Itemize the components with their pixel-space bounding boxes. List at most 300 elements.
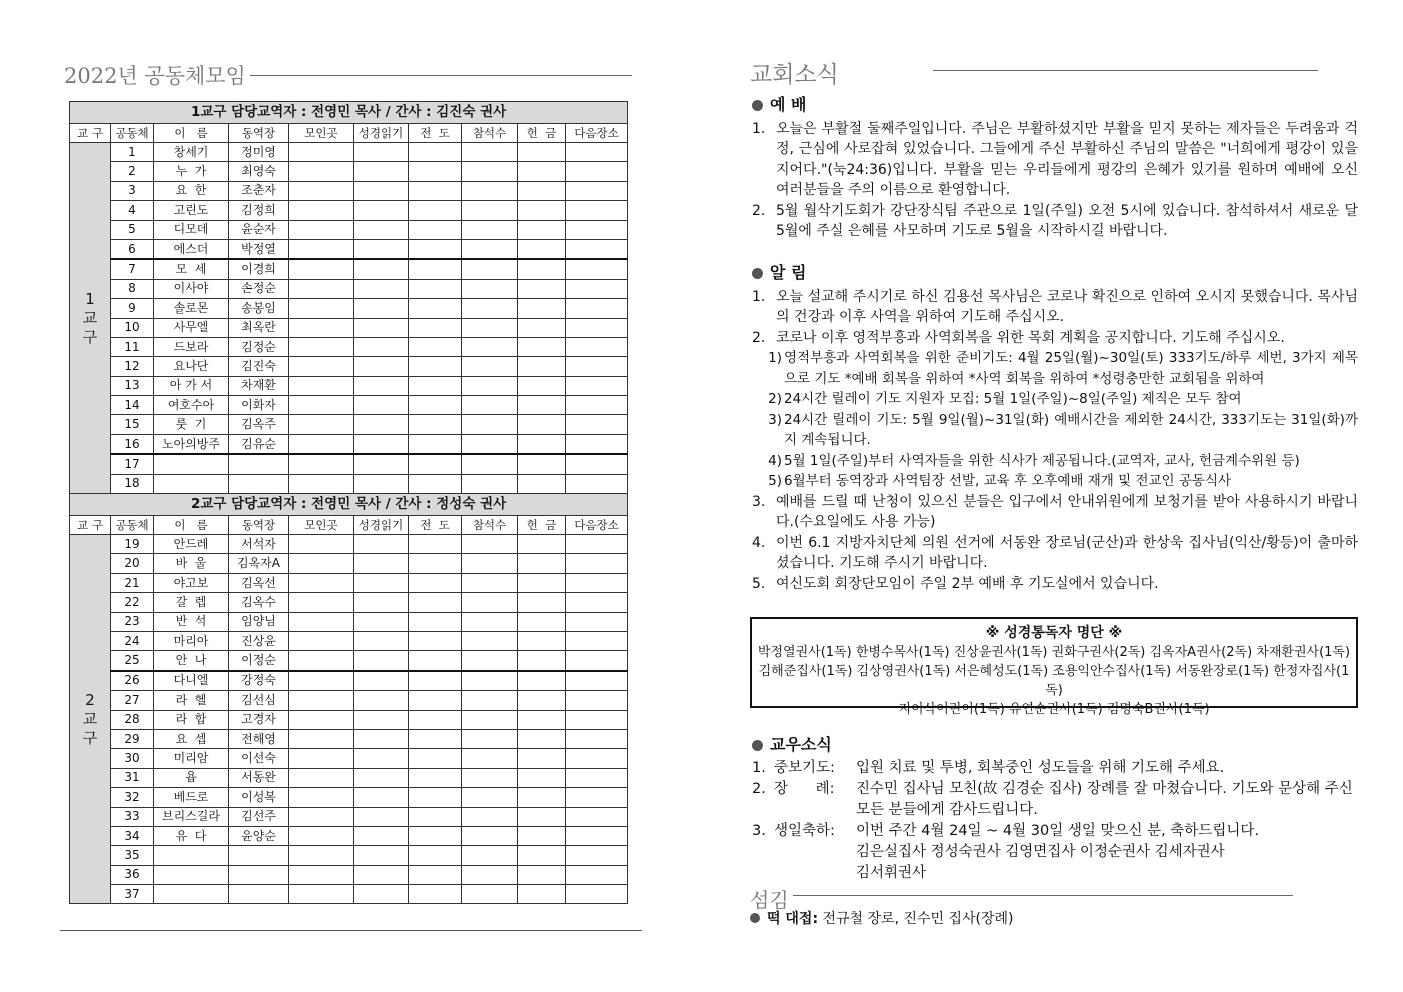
empty-cell (518, 807, 566, 826)
empty-cell (289, 729, 354, 748)
empty-cell (289, 434, 354, 454)
list-item: 3. 생일축하: 이번 주간 4월 24일 ~ 4월 30일 생일 맞으신 분, 축하드립니다. 김은실집사 정성숙권사 김영면집사 이정순권사 김세자권사 김서휘권사 (752, 822, 1259, 881)
community-roster-table (69, 101, 628, 904)
empty-cell (289, 259, 354, 279)
empty-cell (354, 788, 409, 807)
column-header-row (70, 124, 628, 143)
community-number: 19 (111, 535, 154, 554)
leader-name: 김진숙 (229, 357, 289, 376)
empty-cell (462, 846, 518, 865)
empty-cell (409, 651, 462, 671)
empty-cell (354, 710, 409, 729)
empty-cell (354, 143, 409, 162)
bible-line: 박정열권사(1독) 한병수목사(1독) 진상윤권사(1독) 권화구권사(2독) 김옥자A권사(2독) 차재환권사(1독) (757, 645, 1351, 660)
column-header: 전 도 (409, 516, 462, 535)
community-name: 안 나 (154, 651, 229, 671)
list-item: 4. 이번 6.1 지방자치단체 의원 선거에 서동완 장로님(군산)과 한상욱 집사님(익산/황등)이 출마하셨습니다. 기도해 주시기 바랍니다. (752, 534, 1358, 571)
community-number: 30 (111, 749, 154, 768)
community-number: 13 (111, 376, 154, 395)
empty-cell (462, 691, 518, 710)
empty-cell (462, 415, 518, 434)
empty-cell (354, 239, 409, 259)
empty-cell (409, 434, 462, 454)
leader-name: 이선숙 (229, 749, 289, 768)
empty-cell (566, 885, 628, 904)
list-item: 2. 장 례: 진수민 집사님 모친(故 김경순 집사) 장례를 잘 마쳤습니다. 기도와 문상해 주신 모든 분들에게 감사드립니다. (752, 780, 1353, 818)
list-item: 5. 여신도회 회장단모임이 주일 2부 예배 후 기도실에서 있습니다. (752, 575, 1159, 592)
empty-cell (354, 259, 409, 279)
community-number: 33 (111, 807, 154, 826)
column-header: 이 름 (154, 124, 229, 143)
table-row (70, 201, 628, 220)
leader-name: 고경자 (229, 710, 289, 729)
leader-name: 김선주 (229, 807, 289, 826)
community-name: 라 헬 (154, 691, 229, 710)
community-number: 25 (111, 651, 154, 671)
column-header: 참석수 (462, 124, 518, 143)
empty-cell (518, 846, 566, 865)
empty-cell (566, 729, 628, 748)
empty-cell (409, 710, 462, 729)
table-row (70, 710, 628, 729)
empty-cell (566, 318, 628, 337)
empty-cell (518, 357, 566, 376)
empty-cell (289, 181, 354, 200)
column-header-row (70, 516, 628, 535)
empty-cell (462, 357, 518, 376)
community-name (154, 885, 229, 904)
empty-cell (289, 826, 354, 845)
empty-cell (566, 181, 628, 200)
community-number: 23 (111, 612, 154, 631)
empty-cell (566, 651, 628, 671)
leader-name: 최영숙 (229, 162, 289, 181)
serving-text: 전규철 장로, 진수민 집사(장례) (818, 911, 1014, 927)
community-name: 사무엘 (154, 318, 229, 337)
column-header: 헌 금 (518, 124, 566, 143)
empty-cell (354, 279, 409, 298)
empty-cell (518, 220, 566, 239)
community-number: 28 (111, 710, 154, 729)
table-row (70, 554, 628, 573)
empty-cell (518, 454, 566, 474)
empty-cell (462, 631, 518, 650)
table-row (70, 357, 628, 376)
empty-cell (354, 807, 409, 826)
empty-cell (289, 535, 354, 554)
empty-cell (566, 710, 628, 729)
empty-cell (566, 143, 628, 162)
empty-cell (518, 376, 566, 395)
empty-cell (462, 826, 518, 845)
community-number: 9 (111, 299, 154, 318)
leader-name: 진상윤 (229, 631, 289, 650)
empty-cell (566, 593, 628, 612)
leader-name: 박정열 (229, 239, 289, 259)
empty-cell (289, 865, 354, 884)
empty-cell (289, 239, 354, 259)
empty-cell (566, 691, 628, 710)
column-header: 성경읽기 (354, 124, 409, 143)
empty-cell (354, 768, 409, 787)
empty-cell (354, 220, 409, 239)
column-header: 공동체 (111, 516, 154, 535)
leader-name (229, 865, 289, 884)
empty-cell (409, 768, 462, 787)
empty-cell (518, 143, 566, 162)
community-name: 드보라 (154, 337, 229, 356)
leader-name: 정미영 (229, 143, 289, 162)
leader-name (229, 474, 289, 493)
group-header-row (70, 494, 628, 516)
empty-cell (518, 415, 566, 434)
table-row (70, 729, 628, 748)
empty-cell (462, 143, 518, 162)
empty-cell (354, 826, 409, 845)
empty-cell (354, 651, 409, 671)
members-section (752, 735, 1358, 884)
empty-cell (409, 474, 462, 493)
empty-cell (409, 788, 462, 807)
empty-cell (566, 573, 628, 592)
bible-box-title: ※ 성경통독자 명단 ※ (985, 625, 1123, 641)
table-row (70, 651, 628, 671)
empty-cell (289, 631, 354, 650)
empty-cell (354, 181, 409, 200)
empty-cell (518, 259, 566, 279)
community-number: 21 (111, 573, 154, 592)
empty-cell (462, 535, 518, 554)
community-number: 34 (111, 826, 154, 845)
empty-cell (354, 631, 409, 650)
leader-name: 차재환 (229, 376, 289, 395)
table-row (70, 612, 628, 631)
empty-cell (566, 279, 628, 298)
empty-cell (354, 357, 409, 376)
empty-cell (289, 554, 354, 573)
empty-cell (354, 454, 409, 474)
table-row (70, 593, 628, 612)
empty-cell (518, 826, 566, 845)
empty-cell (518, 535, 566, 554)
empty-cell (289, 415, 354, 434)
empty-cell (409, 729, 462, 748)
empty-cell (566, 299, 628, 318)
empty-cell (518, 162, 566, 181)
bullet-icon (752, 740, 763, 751)
column-header: 모인곳 (289, 124, 354, 143)
community-name: 욥 (154, 768, 229, 787)
bullet-icon (752, 100, 763, 111)
empty-cell (409, 612, 462, 631)
empty-cell (354, 337, 409, 356)
leader-name: 이성복 (229, 788, 289, 807)
empty-cell (289, 671, 354, 691)
leader-name: 이경희 (229, 259, 289, 279)
leader-name: 전해영 (229, 729, 289, 748)
leader-name: 조춘자 (229, 181, 289, 200)
empty-cell (409, 259, 462, 279)
group-label: 1 교 구 (70, 143, 111, 494)
empty-cell (462, 788, 518, 807)
column-header: 참석수 (462, 516, 518, 535)
empty-cell (409, 593, 462, 612)
table-row (70, 573, 628, 592)
community-number: 24 (111, 631, 154, 650)
empty-cell (289, 710, 354, 729)
table-row (70, 807, 628, 826)
empty-cell (354, 415, 409, 434)
empty-cell (566, 259, 628, 279)
sub-item: 2) 24시간 릴레이 기도 지원자 모집: 5월 1일(주일)~8일(주일) 제직은 모두 참여 (768, 391, 1242, 407)
leader-name: 손정순 (229, 279, 289, 298)
community-number: 7 (111, 259, 154, 279)
empty-cell (518, 768, 566, 787)
empty-cell (518, 710, 566, 729)
empty-cell (518, 573, 566, 592)
community-number: 32 (111, 788, 154, 807)
community-number: 26 (111, 671, 154, 691)
empty-cell (462, 454, 518, 474)
table-row (70, 376, 628, 395)
empty-cell (518, 729, 566, 748)
group-header: 1교구 담당교역자 : 전영민 목사 / 간사 : 김진숙 권사 (70, 102, 628, 124)
empty-cell (462, 318, 518, 337)
community-number: 1 (111, 143, 154, 162)
group-header: 2교구 담당교역자 : 전영민 목사 / 간사 : 정성숙 권사 (70, 494, 628, 516)
empty-cell (409, 318, 462, 337)
community-name: 고린도 (154, 201, 229, 220)
community-name (154, 865, 229, 884)
empty-cell (518, 239, 566, 259)
empty-cell (409, 376, 462, 395)
empty-cell (409, 201, 462, 220)
empty-cell (518, 434, 566, 454)
empty-cell (354, 671, 409, 691)
table-row (70, 415, 628, 434)
empty-cell (462, 768, 518, 787)
table-row (70, 162, 628, 181)
empty-cell (518, 749, 566, 768)
column-header: 공동체 (111, 124, 154, 143)
news-rule (933, 70, 1318, 71)
empty-cell (409, 396, 462, 415)
table-row (70, 671, 628, 691)
empty-cell (518, 474, 566, 493)
empty-cell (462, 201, 518, 220)
empty-cell (462, 162, 518, 181)
empty-cell (289, 651, 354, 671)
leader-name: 윤양순 (229, 826, 289, 845)
community-name: 미리암 (154, 749, 229, 768)
serving-label: 떡 대접: (767, 911, 819, 927)
empty-cell (566, 454, 628, 474)
column-header: 교 구 (70, 516, 111, 535)
community-number: 35 (111, 846, 154, 865)
community-name: 아 가 서 (154, 376, 229, 395)
empty-cell (462, 376, 518, 395)
empty-cell (409, 415, 462, 434)
bullet-icon (750, 913, 760, 923)
community-number: 5 (111, 220, 154, 239)
empty-cell (354, 573, 409, 592)
table-row (70, 631, 628, 650)
column-header: 다음장소 (566, 124, 628, 143)
leader-name (229, 846, 289, 865)
community-name: 다니엘 (154, 671, 229, 691)
empty-cell (566, 220, 628, 239)
empty-cell (518, 554, 566, 573)
empty-cell (354, 749, 409, 768)
members-heading: 교우소식 (770, 735, 832, 754)
sub-item: 4) 5월 1일(주일)부터 사역자들을 위한 식사가 제공됩니다.(교역자, 교사, 헌금계수위원 등) (768, 452, 1300, 469)
leader-name: 김정희 (229, 201, 289, 220)
leader-name: 김옥선 (229, 573, 289, 592)
sub-item: 5) 6월부터 동역장과 사역팀장 선발, 교육 후 오후예배 재개 및 전교인 공동식사 (768, 473, 1232, 489)
empty-cell (409, 299, 462, 318)
community-number: 10 (111, 318, 154, 337)
empty-cell (566, 671, 628, 691)
empty-cell (566, 415, 628, 434)
empty-cell (289, 749, 354, 768)
empty-cell (289, 612, 354, 631)
community-number: 37 (111, 885, 154, 904)
empty-cell (289, 885, 354, 904)
empty-cell (566, 376, 628, 395)
community-name: 야고보 (154, 573, 229, 592)
empty-cell (354, 376, 409, 395)
community-number: 12 (111, 357, 154, 376)
empty-cell (409, 337, 462, 356)
empty-cell (409, 239, 462, 259)
empty-cell (462, 573, 518, 592)
empty-cell (409, 671, 462, 691)
leader-name: 김정순 (229, 337, 289, 356)
empty-cell (518, 593, 566, 612)
community-number: 6 (111, 239, 154, 259)
empty-cell (409, 454, 462, 474)
empty-cell (462, 593, 518, 612)
community-name (154, 846, 229, 865)
empty-cell (354, 162, 409, 181)
empty-cell (354, 846, 409, 865)
empty-cell (289, 768, 354, 787)
table-row (70, 181, 628, 200)
table-row (70, 885, 628, 904)
community-name: 누 가 (154, 162, 229, 181)
empty-cell (289, 220, 354, 239)
table-row (70, 299, 628, 318)
community-name: 안드레 (154, 535, 229, 554)
community-number: 8 (111, 279, 154, 298)
empty-cell (518, 788, 566, 807)
table-row (70, 318, 628, 337)
empty-cell (566, 474, 628, 493)
empty-cell (518, 279, 566, 298)
empty-cell (289, 337, 354, 356)
empty-cell (462, 299, 518, 318)
empty-cell (354, 593, 409, 612)
empty-cell (289, 593, 354, 612)
empty-cell (518, 318, 566, 337)
empty-cell (462, 651, 518, 671)
empty-cell (289, 807, 354, 826)
empty-cell (566, 807, 628, 826)
empty-cell (566, 631, 628, 650)
column-header: 모인곳 (289, 516, 354, 535)
leader-name: 임양님 (229, 612, 289, 631)
community-name: 갈 렙 (154, 593, 229, 612)
table-row (70, 749, 628, 768)
community-name: 라 합 (154, 710, 229, 729)
empty-cell (354, 865, 409, 884)
table-row (70, 239, 628, 259)
empty-cell (566, 239, 628, 259)
table-row (70, 259, 628, 279)
group-header-row (70, 102, 628, 124)
community-number: 22 (111, 593, 154, 612)
empty-cell (566, 162, 628, 181)
community-number: 3 (111, 181, 154, 200)
column-header: 전 도 (409, 124, 462, 143)
empty-cell (566, 434, 628, 454)
table-row (70, 337, 628, 356)
bullet-icon (752, 268, 763, 279)
empty-cell (289, 279, 354, 298)
leader-name: 윤순자 (229, 220, 289, 239)
empty-cell (289, 201, 354, 220)
empty-cell (518, 299, 566, 318)
community-name: 요 셉 (154, 729, 229, 748)
roster-title: 2022년 공동체모임 (64, 64, 246, 88)
community-name: 노아의방주 (154, 434, 229, 454)
empty-cell (409, 279, 462, 298)
community-number: 15 (111, 415, 154, 434)
serving-rule (793, 895, 1293, 896)
empty-cell (409, 573, 462, 592)
column-header: 이 름 (154, 516, 229, 535)
community-name: 창세기 (154, 143, 229, 162)
group-label: 2 교 구 (70, 535, 111, 904)
empty-cell (518, 181, 566, 200)
empty-cell (354, 885, 409, 904)
empty-cell (409, 143, 462, 162)
empty-cell (566, 788, 628, 807)
bible-line: 지이삭어린이(1독) 유연순권사(1독) 김명숙B권사(1독) (898, 702, 1210, 717)
list-item: 1. 오늘은 부활절 둘째주일입니다. 주님은 부활하셨지만 부활을 믿지 못하는 제자들은 두려움과 걱정, 근심에 사로잡혀 있었습니다. 그들에게 주신 부활하신 주님의 말씀은 "너희에게 평강이 있을지어다."(눅24:36)입니다. 부활을 믿는 우리들에게 평강의 은혜가 있기를 원하며 예배에 오신 여러분들을 주의 이름으로 환영합니다. (752, 120, 1358, 198)
empty-cell (354, 396, 409, 415)
sub-item: 1) 영적부흥과 사역회복을 위한 준비기도: 4월 25일(월)~30일(토) 333기도/하루 세번, 3가지 제목으로 기도 *예배 회복을 위하여 *사역 회복을 위하여 *성령충만한 교회됨을 위하여 (768, 350, 1358, 387)
empty-cell (566, 768, 628, 787)
empty-cell (354, 554, 409, 573)
community-number: 11 (111, 337, 154, 356)
empty-cell (409, 181, 462, 200)
empty-cell (409, 357, 462, 376)
table-row (70, 826, 628, 845)
notice-heading: 알 림 (770, 263, 807, 282)
title-rule (250, 75, 632, 76)
empty-cell (462, 671, 518, 691)
empty-cell (518, 865, 566, 884)
community-name: 모 세 (154, 259, 229, 279)
list-item: 2. 코로나 이후 영적부흥과 사역회복을 위한 목회 계획을 공지합니다. 기도해 주십시오. (752, 329, 1285, 346)
empty-cell (518, 671, 566, 691)
community-name: 바 울 (154, 554, 229, 573)
community-name: 여호수아 (154, 396, 229, 415)
empty-cell (289, 162, 354, 181)
empty-cell (462, 239, 518, 259)
leader-name: 강정숙 (229, 671, 289, 691)
